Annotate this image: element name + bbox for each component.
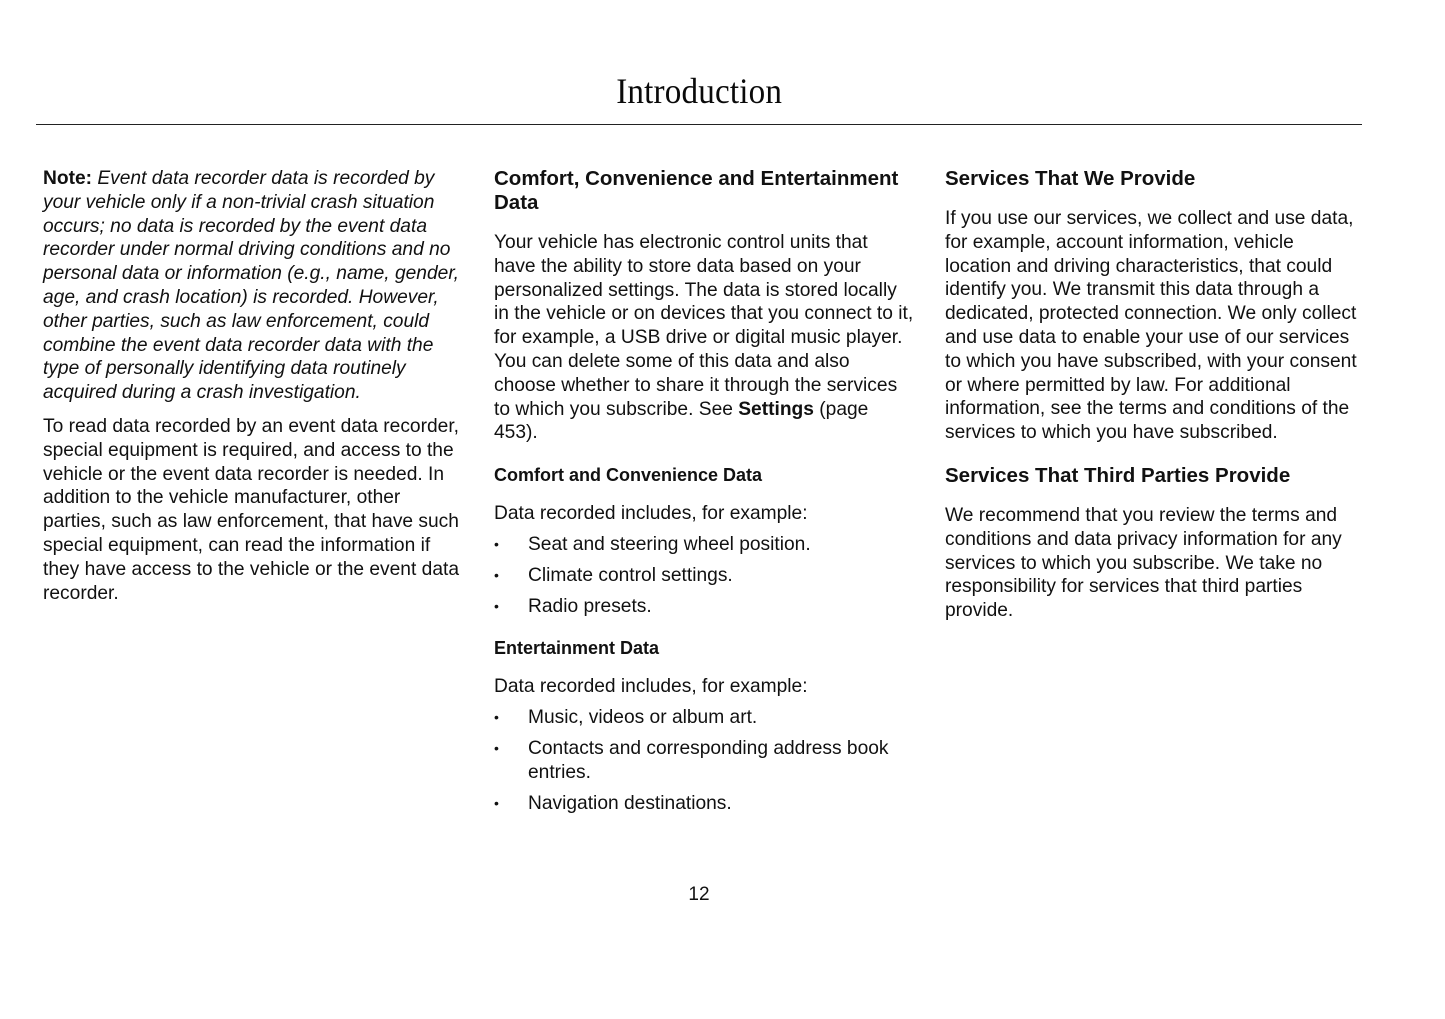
column-middle [494, 167, 914, 822]
list-item [494, 737, 914, 785]
bullet-icon: • [494, 535, 499, 552]
our-services-paragraph: If you use our services, we collect and use data, for example, account information, vehicle location and driving characteristics, that could identify you. We transmit this data through a dedicated, protected connection. We only collect and use data to enable your use of our services to which you have subscribed, with your consent or where permitted by law. For additional information, see the terms and conditions of the services to which you have subscribed. [945, 208, 1357, 444]
comfort-lead-text: Data recorded includes, for example: [494, 503, 808, 525]
list-item [494, 533, 914, 557]
comfort-entertainment-intro [494, 231, 914, 445]
section-heading-comfort-entertainment: Comfort, Convenience and Entertainment Data [494, 167, 899, 214]
bullet-icon: • [494, 597, 499, 614]
subheading-comfort-convenience: Comfort and Convenience Data [494, 465, 763, 486]
list-item-text: Seat and steering wheel position. [528, 533, 811, 555]
intro-text: Your vehicle has electronic control units that have the ability to store data based on your personalized settings. The data is stored locally in the vehicle or on devices that you connect to it, for example, a USB drive or digital music player. You can delete some of this data and also choose whether to share it through the services to which you subscribe. See [494, 232, 914, 420]
list-item [494, 564, 914, 588]
list-item [494, 792, 914, 816]
comfort-data-list [494, 533, 914, 618]
entertainment-data-list [494, 706, 914, 815]
list-item-text: Music, videos or album art. [528, 707, 758, 729]
page-title: Introduction [616, 71, 782, 111]
section-heading-our-services: Services That We Provide [945, 167, 1196, 190]
column-right [945, 167, 1365, 623]
bullet-icon: • [494, 739, 499, 756]
list-item [494, 595, 914, 619]
section-heading-third-party-services: Services That Third Parties Provide [945, 463, 1291, 487]
list-item-text: Radio presets. [528, 595, 652, 617]
column-left [43, 167, 463, 605]
list-item-text: Navigation destinations. [528, 792, 732, 814]
page-header [0, 70, 1398, 112]
subheading-entertainment: Entertainment Data [494, 638, 660, 659]
page-reference: (page 453). [494, 398, 869, 444]
note-paragraph [43, 167, 463, 405]
edr-reading-paragraph: To read data recorded by an event data recorder, special equipment is required, and access to the vehicle or the event data recorder is needed. In addition to the vehicle manufacturer, other parties, such as law enforcement, that have such special equipment, can read the information if they have access to the vehicle or the event data recorder. [43, 415, 459, 604]
bullet-icon: • [494, 709, 499, 726]
list-item-text: Climate control settings. [528, 564, 733, 586]
bullet-icon: • [494, 794, 499, 811]
entertainment-lead-text: Data recorded includes, for example: [494, 676, 808, 698]
page-number: 12 [688, 884, 710, 905]
note-label: Note: [43, 168, 93, 189]
list-item [494, 706, 914, 730]
bullet-icon: • [494, 566, 499, 583]
settings-link[interactable]: Settings [738, 398, 814, 420]
note-text: Event data recorder data is recorded by your vehicle only if a non-trivial crash situation occurs; no data is recorded by the event data recorder under normal driving conditions and no personal data or information (e.g., name, gender, age, and crash location) is recorded. However, other parties, such as law enforcement, could combine the event data recorder data with the type of personally identifying data routinely acquired during a crash investigation. [43, 168, 459, 404]
list-item-text: Contacts and corresponding address book entries. [528, 737, 889, 783]
third-party-services-paragraph: We recommend that you review the terms and conditions and data privacy information for any services to which you subscribe. We take no responsibility for services that third parties provide. [945, 504, 1342, 622]
header-divider [36, 124, 1362, 125]
